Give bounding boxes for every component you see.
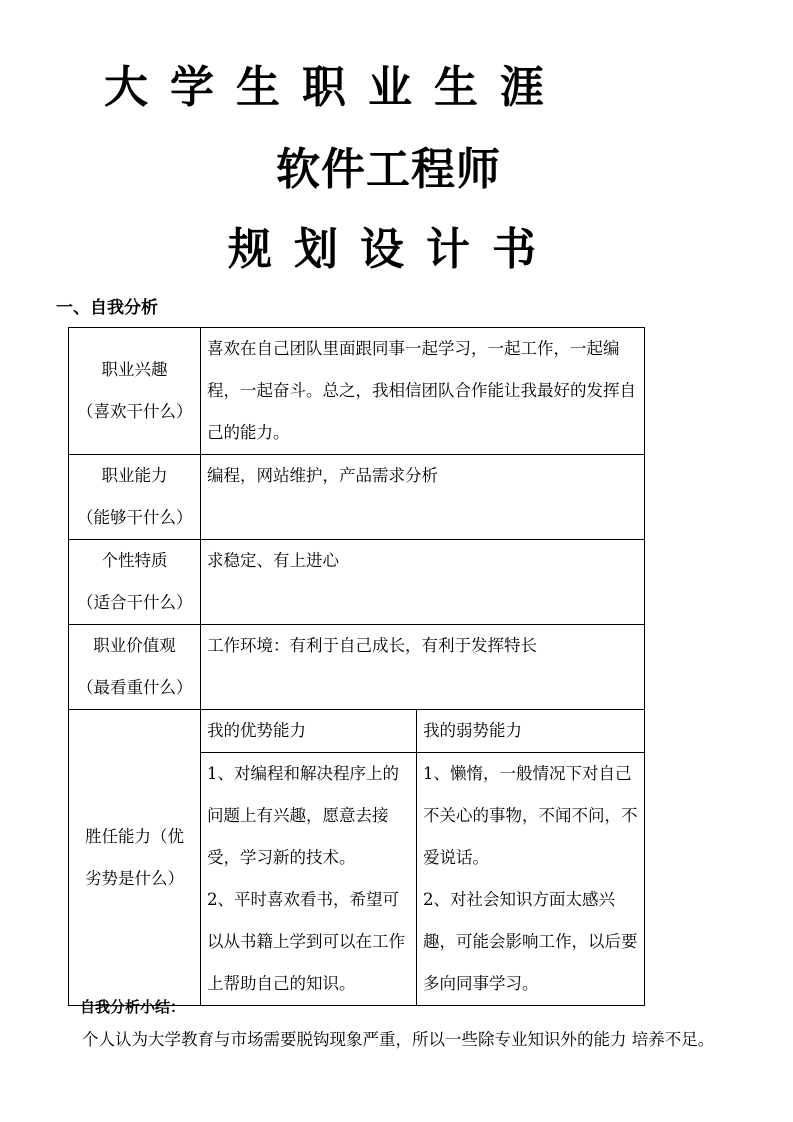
row-label-subtitle: （适合干什么） <box>77 593 193 612</box>
row-label <box>69 455 201 540</box>
weaknesses-content <box>417 753 645 1006</box>
strengths-header: 我的优势能力 <box>201 710 417 753</box>
weaknesses-header: 我的弱势能力 <box>417 710 645 753</box>
summary-heading: 自我分析小结： <box>80 998 186 1016</box>
row-content: 喜欢在自己团队里面跟同事一起学习，一起工作，一起编程，一起奋斗。总之，我相信团队合作能让我最好的发挥自己的能力。 <box>201 328 645 455</box>
table-row <box>69 625 645 710</box>
row-label-title: 个性特质 <box>101 551 168 570</box>
document-title-line3: 规划设计书 <box>228 224 558 275</box>
weakness-item: 1、懒惰，一般情况下对自己不关心的事物，不闻不问，不爱说话。 <box>423 764 638 867</box>
strength-item: 2、平时喜欢看书，希望可以从书籍上学到可以在工作上帮助自己的知识。 <box>207 890 405 993</box>
row-label-title: 职业能力 <box>101 466 168 485</box>
table-row <box>69 328 645 455</box>
row-label-title: 职业价值观 <box>93 636 176 655</box>
document-subtitle: 软件工程师 <box>276 144 501 195</box>
competency-label: 胜任能力（优劣势是什么） <box>69 710 201 1006</box>
table-row <box>69 710 645 753</box>
section-heading: 一、自我分析 <box>56 298 158 318</box>
document-title: 大学生职业生涯 <box>104 62 566 113</box>
row-content: 工作环境：有利于自己成长，有利于发挥特长 <box>201 625 645 710</box>
row-label-subtitle: （最看重什么） <box>77 678 193 697</box>
row-label-title: 职业兴趣 <box>101 360 168 379</box>
strengths-content <box>201 753 417 1006</box>
row-content: 编程，网站维护，产品需求分析 <box>201 455 645 540</box>
row-label <box>69 328 201 455</box>
row-label-subtitle: （喜欢干什么） <box>77 402 193 421</box>
self-analysis-table <box>68 327 645 1006</box>
row-label-subtitle: （能够干什么） <box>77 508 193 527</box>
table-row <box>69 455 645 540</box>
table-row <box>69 540 645 625</box>
strength-item: 1、对编程和解决程序上的问题上有兴趣，愿意去接受，学习新的技术。 <box>207 764 399 867</box>
weakness-item: 2、对社会知识方面太感兴趣，可能会影响工作，以后要多向同事学习。 <box>423 890 638 993</box>
summary-text: 个人认为大学教育与市场需要脱钩现象严重，所以一些除专业知识外的能力 培养不足。 <box>82 1030 715 1049</box>
row-label <box>69 540 201 625</box>
row-label <box>69 625 201 710</box>
row-content: 求稳定、有上进心 <box>201 540 645 625</box>
